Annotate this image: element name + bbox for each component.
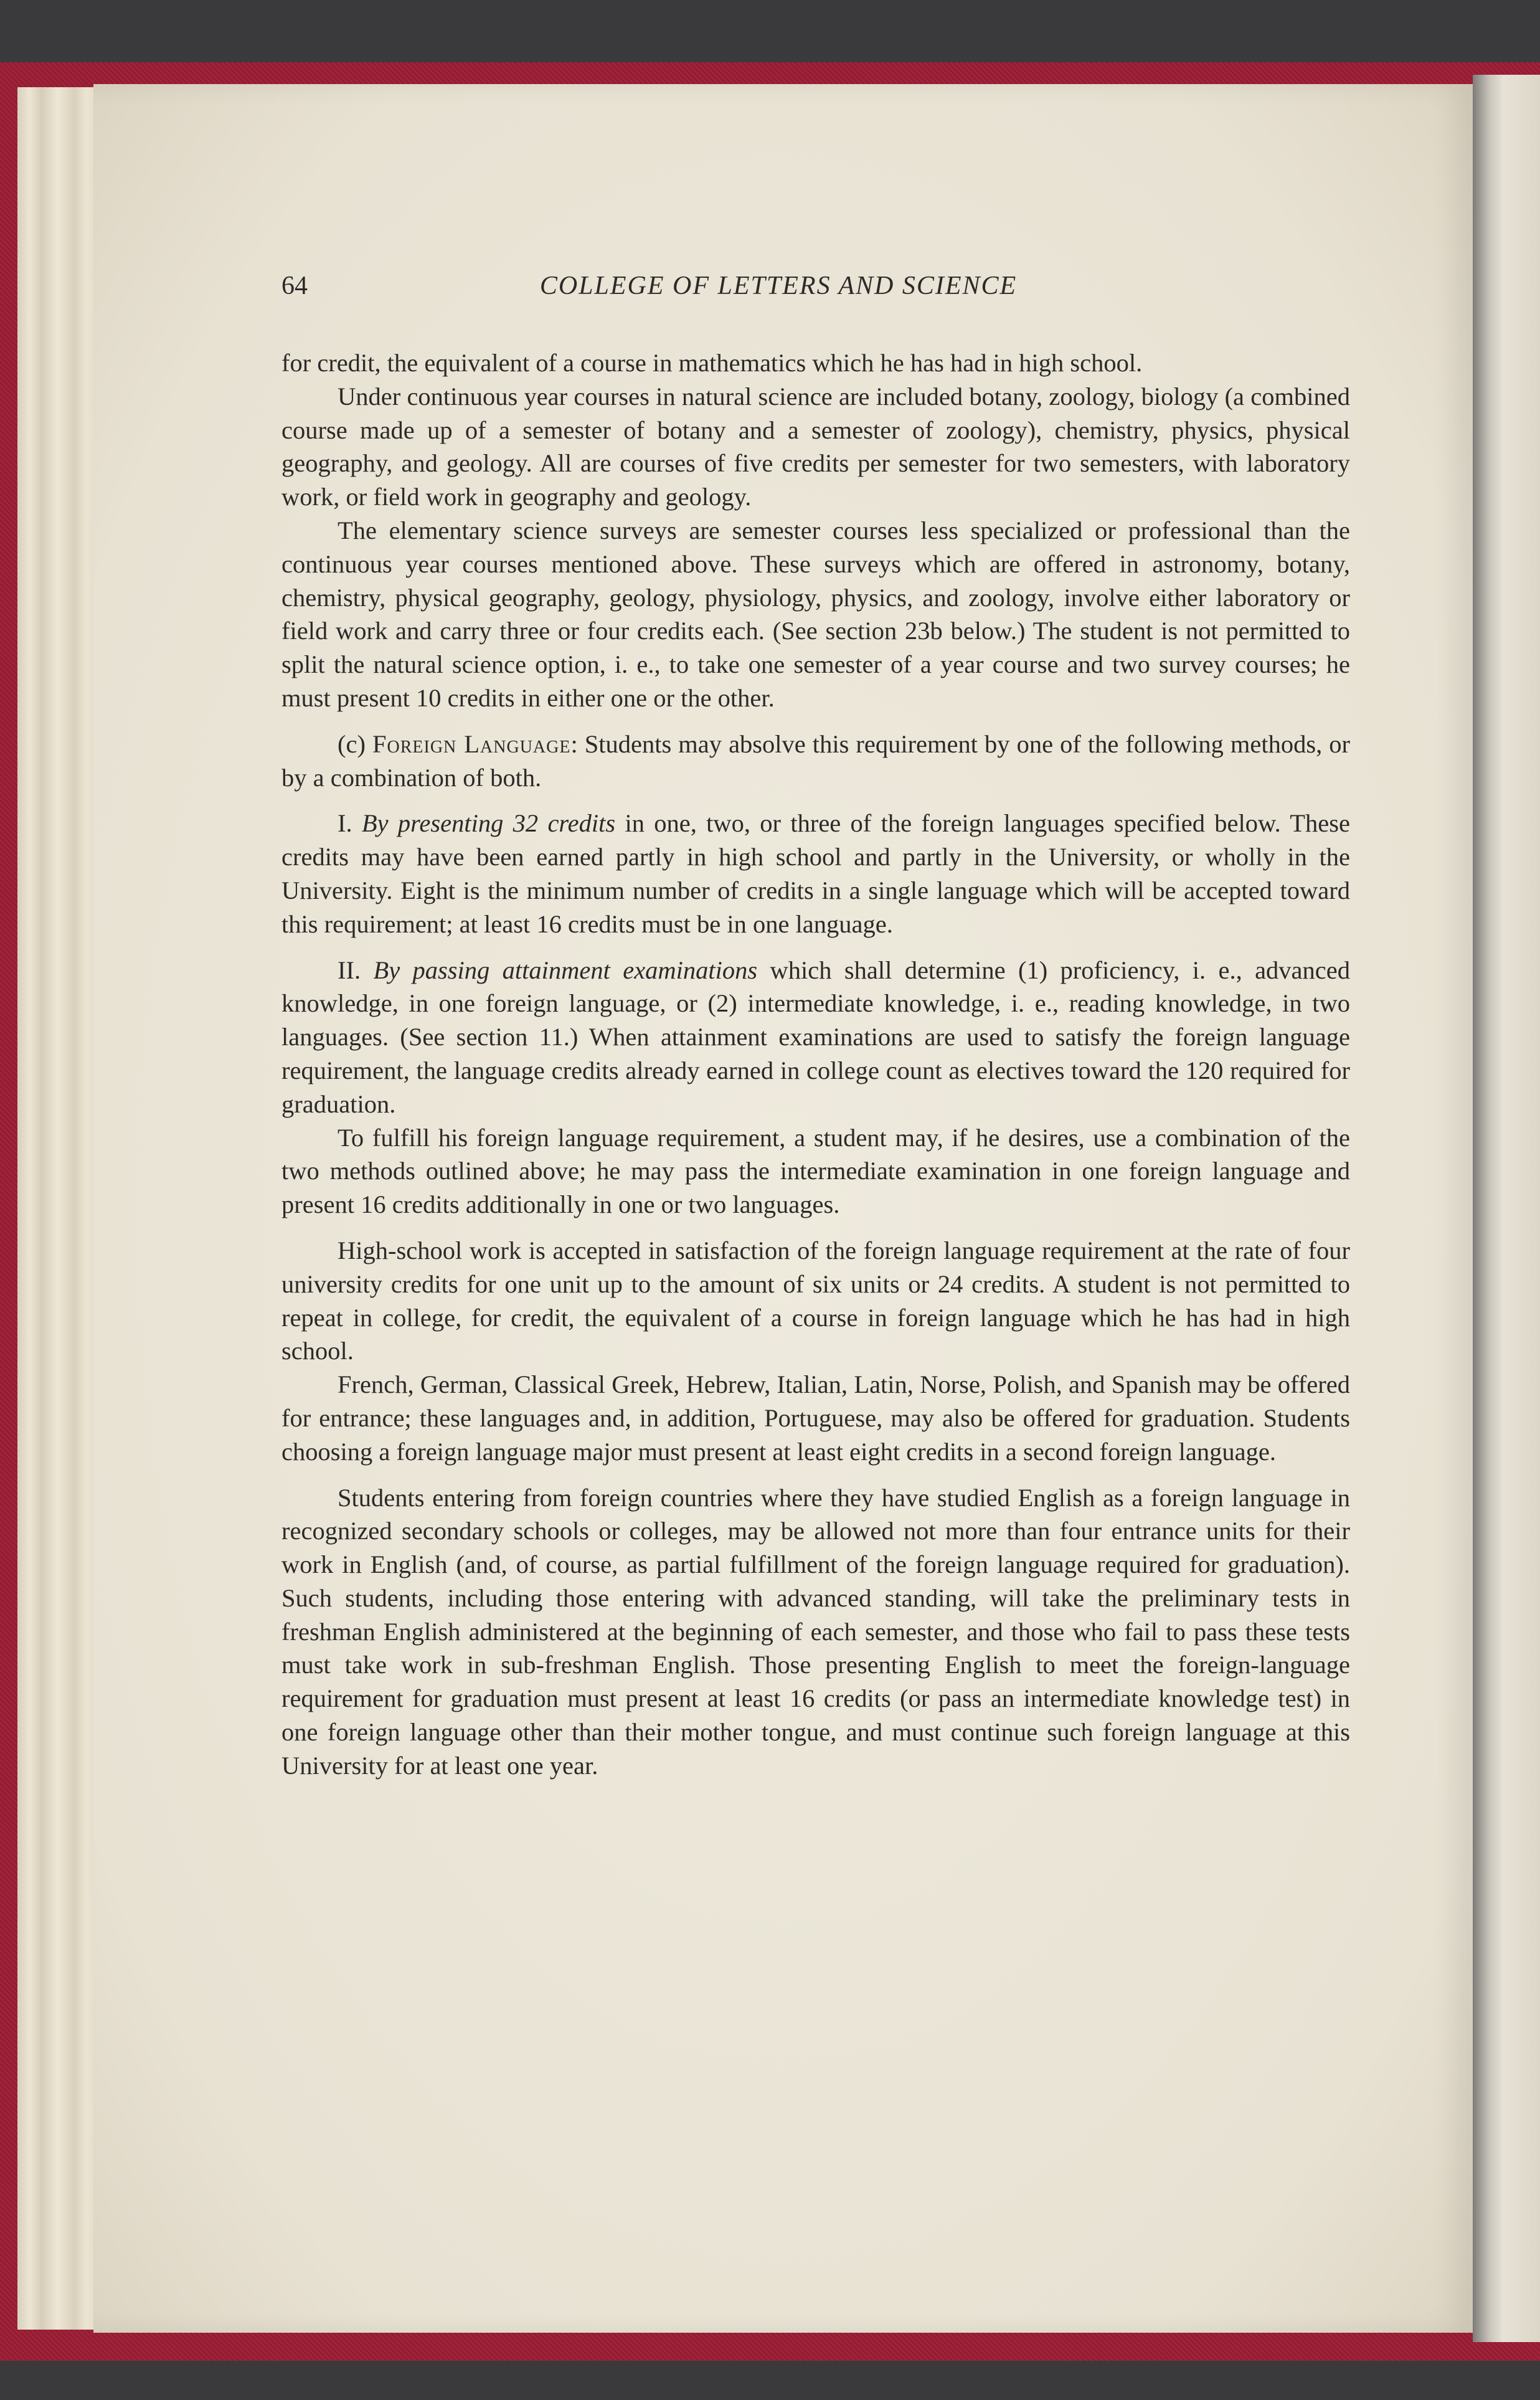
page-edges (17, 87, 98, 2330)
paragraph-7: To fulfill his foreign language requirement, a student may, if he desires, use a combination of the two methods outlined above; he may pass the intermediate examination in one foreign language and present 16 credits additionally in one or two languages. (281, 1123, 1350, 1219)
paragraph-method-1 (281, 807, 1350, 941)
method-number: II. (338, 956, 374, 984)
method-number: I. (338, 809, 362, 838)
paragraph-10: Students entering from foreign countries where they have studied English as a foreign language in recognized secondary schools or colleges, may be allowed not more than four entrance units for their work in English (and, of course, as partial fulfillment of the foreign language required for graduation). Such students, including those entering with advanced standing, will take the preliminary tests in freshman English administered at the beginning of each semester, and those who fail to pass these tests must take work in sub-freshman English. Those presenting English to meet the foreign-language requirement for graduation must present at least 16 credits (or pass an intermediate knowledge test) in one foreign language other than their mother tongue, and must continue such foreign language at this University for at least one year. (281, 1483, 1350, 1780)
method-title: By presenting 32 credits (361, 809, 616, 838)
paragraph-8: High-school work is accepted in satisfaction of the foreign language requirement at the rate of four university credits for one unit up to the amount of six units or 24 credits. A student is not permitted to repeat in college, for credit, the equivalent of a course in foreign language which he has had in high school. (281, 1236, 1350, 1365)
paragraph-method-2 (281, 954, 1350, 1121)
page-body (281, 346, 1350, 1783)
page-header (281, 271, 1350, 308)
section-heading-foreign-language: Foreign Language (372, 729, 571, 758)
paragraph-9: French, German, Classical Greek, Hebrew, Italian, Latin, Norse, Polish, and Spanish may be offered for entrance; these languages and, in addition, Portuguese, may also be offered for graduation. Students choosing a foreign language major must present at least eight credits in a second foreign language. (281, 1370, 1350, 1466)
paragraph-text: : Students may absolve this requirement by one of the following methods, or by a combination of both. (281, 729, 1351, 792)
section-lead: (c) (338, 729, 372, 758)
paragraph-3: The elementary science surveys are semester courses less specialized or professional than the continuous year courses mentioned above. These surveys which are offered in astronomy, botany, chemistry, physical geography, geology, physiology, physics, and zoology, involve either laboratory or field work and carry three or four credits each. (See section 23b below.) The student is not permitted to split the natural science option, i. e., to take one semester of a year course and two survey courses; he must present 10 credits in either one or the other. (281, 516, 1350, 712)
book-gutter (1473, 75, 1540, 2342)
page-number: 64 (281, 272, 308, 300)
paragraph-2: Under continuous year courses in natural science are included botany, zoology, biology (a combined course made up of a semester of botany and a semester of zoology), chemistry, physics, physical geography, and geology. All are courses of five credits per semester for two semesters, with laboratory work, or field work in geography and geology. (281, 382, 1350, 511)
method-title: By passing attainment examinations (373, 956, 758, 984)
running-title: COLLEGE OF LETTERS AND SCIENCE (539, 272, 1018, 300)
paragraph-text: in one, two, or three of the foreign languages specified below. These credits may have been earned partly in high school and partly in the University, or wholly in the University. Eight is the minimum number of credits in a single language which will be accepted toward this requirement; at least 16 credits must be in one language. (281, 809, 1350, 938)
paragraph-text: which shall determine (1) proficiency, i. e., advanced knowledge, in one foreign language, or (2) intermediate knowledge, i. e., reading knowledge, in two languages. (See section 11.) When attainment examinations are used to satisfy the foreign language requirement, the language credits already earned in college count as electives toward the 120 required for graduation. (281, 956, 1350, 1118)
paragraph-foreign-language (281, 728, 1350, 795)
paragraph-1: for credit, the equivalent of a course in mathematics which he has had in high school. (281, 349, 1143, 377)
